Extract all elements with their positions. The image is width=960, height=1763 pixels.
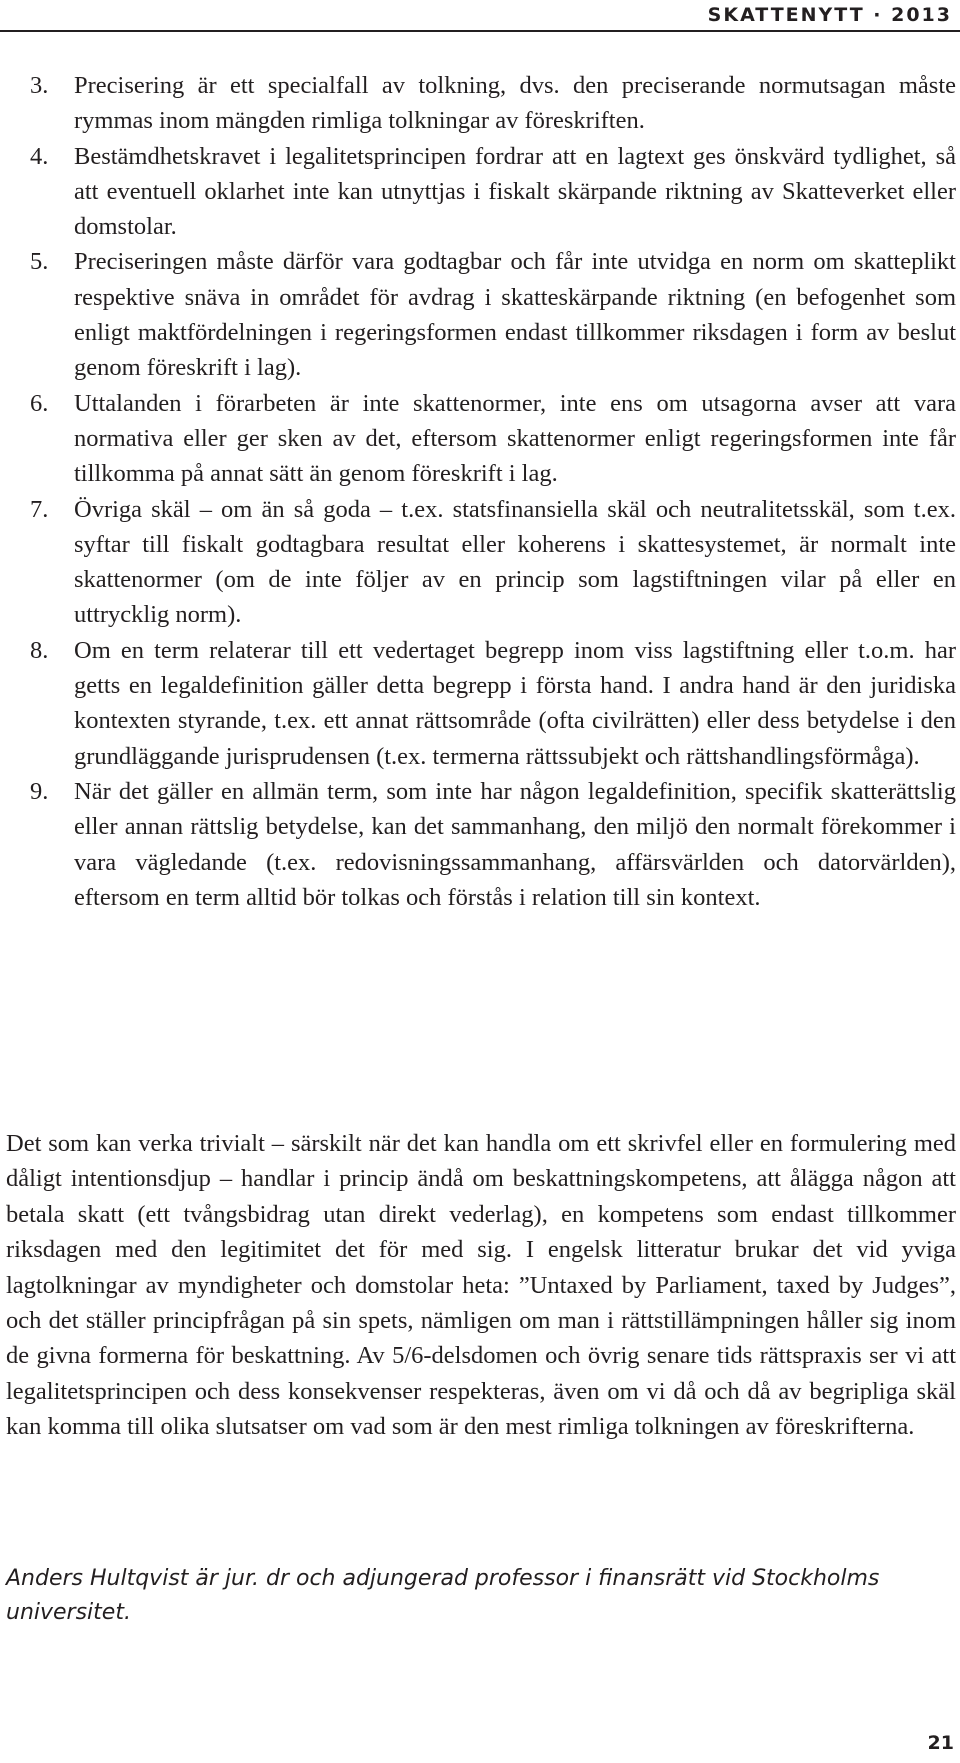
- list-item-text: Uttalanden i förarbeten är inte skattenormer, inte ens om utsagorna avser att vara normativa eller ger sken av det, eftersom skattenormer enligt regeringsformen inte får tillkomma på annat sätt än genom föreskrift i lag.: [74, 389, 956, 488]
- list-item: [30, 386, 956, 492]
- list-item-number: 3.: [30, 72, 49, 99]
- list-item-number: 4.: [30, 142, 49, 170]
- body-paragraph: Det som kan verka trivialt – särskilt när det kan handla om ett skrivfel eller en formulering med dåligt intentionsdjup – handlar i princip ändå om beskattningskompetens, att ålägga någon att betala skatt (ett tvångsbidrag utan direkt vederlag), en kompetens som endast tillkommer riksdagen med den legitimitet det för med sig. I engelsk litteratur brukar det vid yviga lagtolkningar av myndigheter och domstolar heta: ”Untaxed by Parliament, taxed by Judges”, och det ställer principfrågan på sin spets, nämligen om man i rättstillämpningen håller sig inom de givna formerna för beskattning. Av 5/6-delsdomen och övrig senare tids rättspraxis ser vi att legalitetsprincipen och dess konsekvenser respekteras, även om vi då och då av begripliga skäl kan komma till olika slutsatser om vad som är den mest rimliga tolkningen av föreskrifterna.: [6, 1130, 956, 1441]
- list-item-number: 9.: [30, 777, 49, 805]
- list-item-text: Preciseringen måste därför vara godtagbar och får inte utvidga en norm om skatteplikt respektive snäva in området för avdrag i skatteskärpande riktning (en befogenhet som enligt maktfördelningen i regeringsformen endast tillkommer riksdagen i form av beslut genom föreskrift i lag).: [74, 248, 956, 382]
- list-item: [30, 774, 956, 915]
- list-item-text: När det gäller en allmän term, som inte har någon legaldefinition, specifik skatterättslig eller annan rättslig betydelse, kan det sammanhang, den miljö den normalt förekommer i vara vägledande (t.ex. redovisningssammanhang, affärsvärlden och datorvärlden), eftersom en term alltid bör tolkas och förstås i relation till sin kontext.: [74, 777, 956, 911]
- list-item: [30, 139, 956, 245]
- running-head: [0, 0, 960, 32]
- list-item-text: Om en term relaterar till ett vedertaget begrepp inom viss lagstiftning eller t.o.m. har getts en legaldefinition gäller detta begrepp i första hand. I andra hand är den juridiska kontexten styrande, t.ex. ett annat rättsområde (ofta civilrätten) eller dess betydelse i den grundläggande jurisprudensen (t.ex. termerna rättssubjekt och rättshandlingsförmåga).: [74, 636, 956, 770]
- list-item-number: 8.: [30, 636, 49, 664]
- author-note: Anders Hultqvist är jur. dr och adjungerad professor i finansrätt vid Stockholms universitet.: [6, 1566, 880, 1625]
- list-item: [30, 244, 956, 385]
- list-item-number: 5.: [30, 248, 49, 276]
- list-item-text: Övriga skäl – om än så goda – t.ex. statsfinansiella skäl och neutralitetsskäl, som t.ex. syftar till fiskalt godtagbara resultat eller koherens i skattesystemet, är normalt inte skattenormer (om de inte följer av en princip som lagstiftningen vilar på eller en uttrycklig norm).: [74, 495, 956, 629]
- journal-title: SKATTENYTT · 2013: [707, 4, 952, 26]
- list-item-text: Bestämdhetskravet i legalitetsprincipen fordrar att en lagtext ges önskvärd tydlighet, så att eventuell oklarhet inte kan utnyttjas i fiskalt skärpande riktning av Skatteverket eller domstolar.: [74, 142, 956, 241]
- list-item: [30, 633, 956, 774]
- list-item: [30, 492, 956, 633]
- list-item: [30, 68, 956, 139]
- list-item-number: 7.: [30, 495, 49, 523]
- page-number: 21: [927, 1732, 954, 1754]
- numbered-list: [30, 68, 956, 915]
- list-item-text: Precisering är ett specialfall av tolkning, dvs. den preciserande normutsagan måste rymmas inom mängden rimliga tolkningar av föreskriften.: [74, 72, 956, 135]
- list-item-number: 6.: [30, 389, 49, 417]
